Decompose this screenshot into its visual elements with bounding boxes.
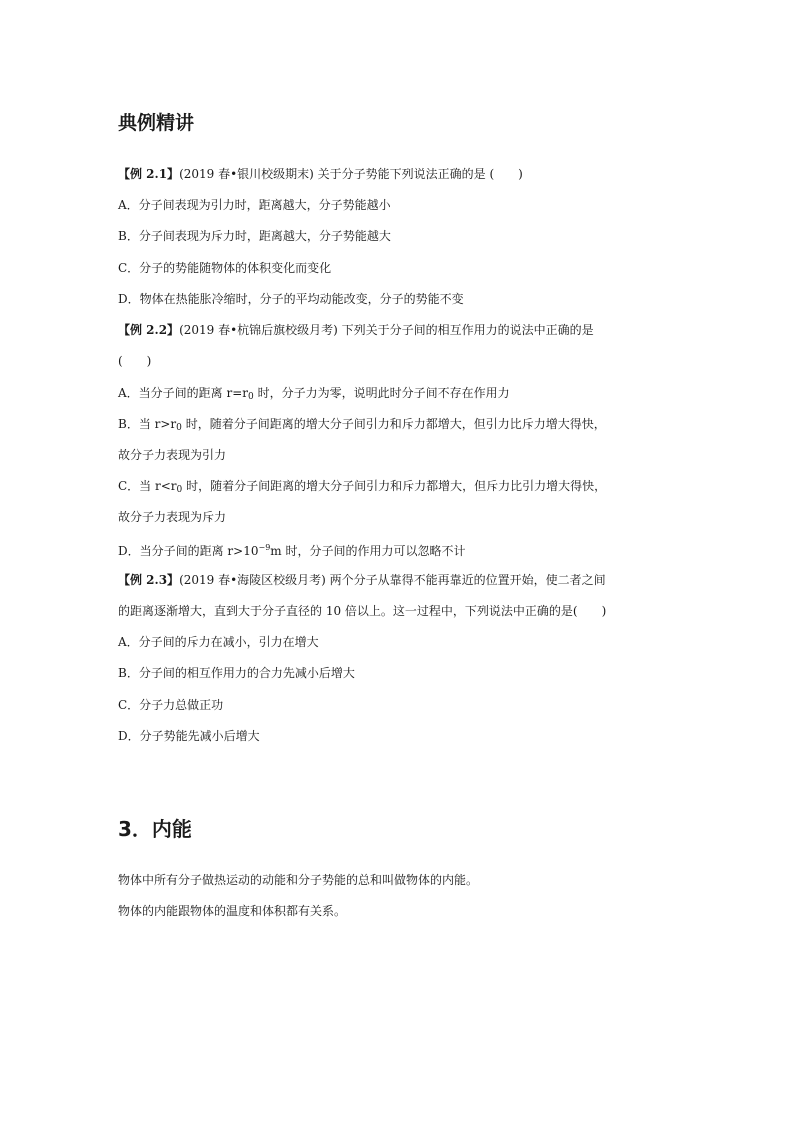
example-2-2-question: (2019 春•杭锦后旗校级月考) 下列关于分子间的相互作用力的说法中正确的是 xyxy=(179,323,594,337)
example-2-2-stem xyxy=(118,322,594,338)
example-2-2-option-d-rest: m 时，分子间的作用力可以忽略不计 xyxy=(270,544,466,558)
example-2-1-tag: 【例 2.1】 xyxy=(118,167,180,181)
subscript: 0 xyxy=(248,392,254,402)
example-2-1-option-d: D．物体在热能胀冷缩时，分子的平均动能改变，分子的势能不变 xyxy=(118,292,464,306)
example-2-3-option-c: C．分子力总做正功 xyxy=(118,698,224,712)
example-2-3-stem-cont: 的距离逐渐增大，直到大于分子直径的 10 倍以上。这一过程中，下列说法中正确的是( ) xyxy=(118,604,607,618)
section-title-examples: 典例精讲 xyxy=(118,112,195,134)
example-2-2-option-a xyxy=(118,385,510,405)
section-title-internal-energy: 3．内能 xyxy=(118,817,192,841)
example-2-3-tag: 【例 2.3】 xyxy=(118,573,180,587)
example-2-2-option-c-text: C．当 r<r xyxy=(118,479,177,493)
example-2-1-option-a: A．分子间表现为引力时，距离越大，分子势能越小 xyxy=(118,198,391,212)
example-2-1-stem xyxy=(118,166,523,182)
example-2-1-option-b: B．分子间表现为斥力时，距离越大，分子势能越大 xyxy=(118,229,391,243)
example-2-2-option-b xyxy=(118,416,606,436)
example-2-2-option-b-rest: 时，随着分子间距离的增大分子间引力和斥力都增大，但引力比斥力增大得快， xyxy=(181,417,606,431)
example-2-2-option-c xyxy=(118,478,606,498)
paragraph-internal-energy-definition: 物体中所有分子做热运动的动能和分子势能的总和叫做物体的内能。 xyxy=(118,873,479,887)
example-2-2-option-b-text: B．当 r>r xyxy=(118,417,177,431)
example-2-1-option-c: C．分子的势能随物体的体积变化而变化 xyxy=(118,261,332,275)
superscript: −9 xyxy=(258,543,271,552)
example-2-3-question: (2019 春•海陵区校级月考) 两个分子从靠得不能再靠近的位置开始，使二者之间 xyxy=(179,573,606,587)
example-2-2-option-c-rest: 时，随着分子间距离的增大分子间引力和斥力都增大，但斥力比引力增大得快， xyxy=(182,479,607,493)
subscript: 0 xyxy=(176,485,183,495)
example-2-2-option-d xyxy=(118,540,466,559)
example-2-3-stem xyxy=(118,572,606,588)
paragraph-internal-energy-factors: 物体的内能跟物体的温度和体积都有关系。 xyxy=(118,904,347,918)
example-2-3-option-a: A．分子间的斥力在减小，引力在增大 xyxy=(118,635,319,649)
example-2-2-option-d-text: D．当分子间的距离 r>10 xyxy=(118,544,259,558)
example-2-2-answer-blank: ( ) xyxy=(118,354,152,368)
example-2-2-option-c-cont: 故分子力表现为斥力 xyxy=(118,510,227,524)
example-2-2-option-b-cont: 故分子力表现为引力 xyxy=(118,448,227,462)
example-2-2-tag: 【例 2.2】 xyxy=(118,323,180,337)
example-2-2-option-a-text: A．当分子间的距离 r=r xyxy=(118,386,249,400)
example-2-1-question: (2019 春•银川校级期末) 关于分子势能下列说法正确的是 ( ) xyxy=(179,167,523,181)
example-2-2-option-a-rest: 时，分子力为零，说明此时分子间不存在作用力 xyxy=(253,386,510,400)
example-2-3-option-b: B．分子间的相互作用力的合力先减小后增大 xyxy=(118,666,355,680)
subscript: 0 xyxy=(176,423,182,433)
example-2-3-option-d: D．分子势能先减小后增大 xyxy=(118,729,260,743)
